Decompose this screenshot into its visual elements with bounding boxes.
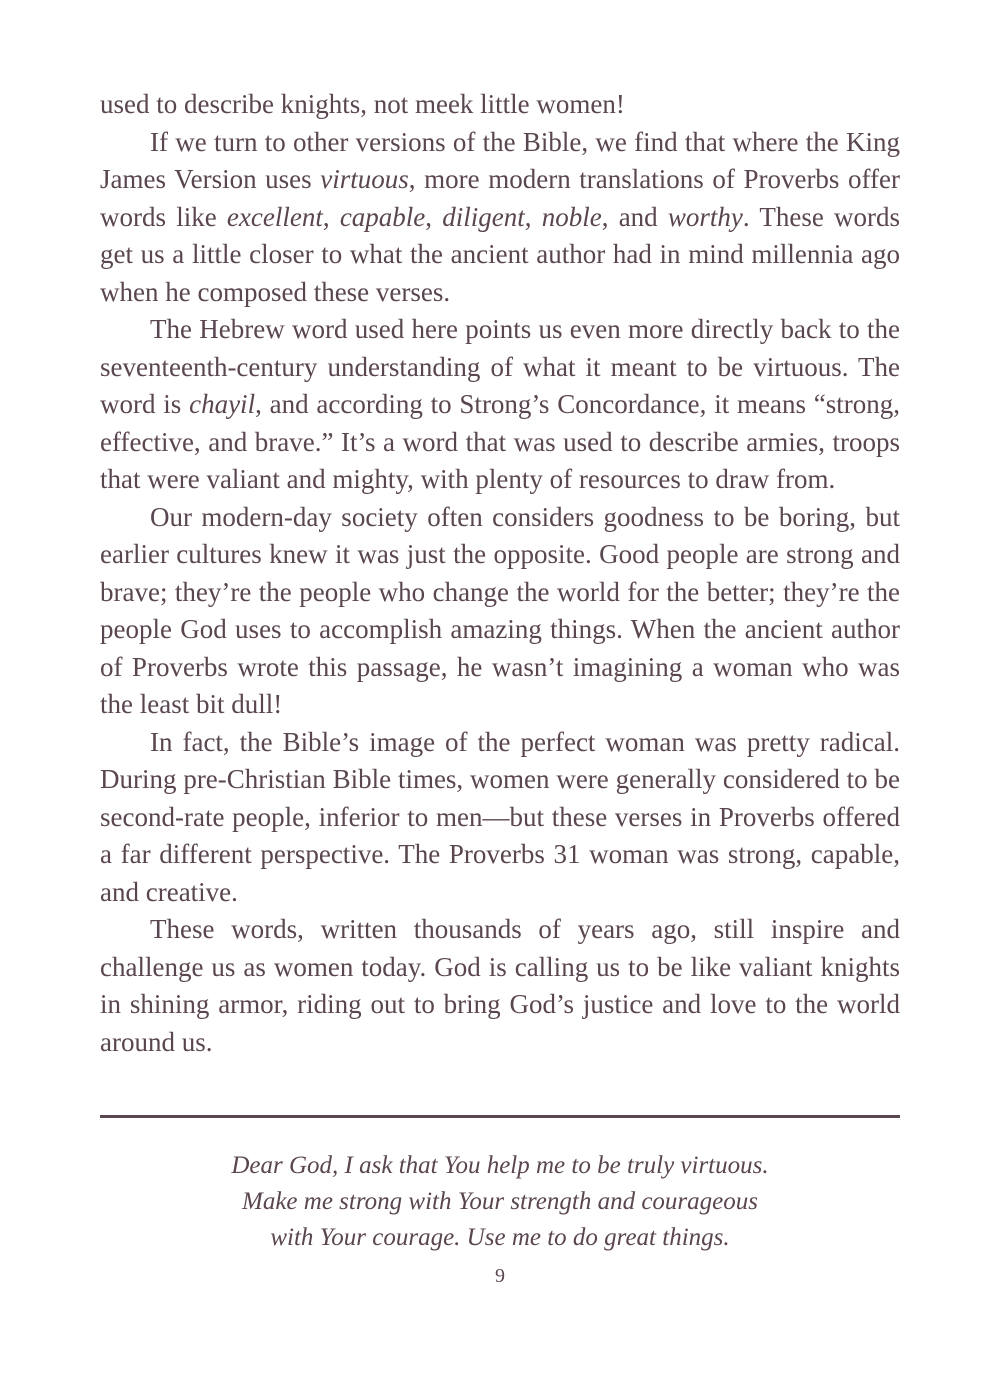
prayer-line-1: Dear God, I ask that You help me to be truly virtuous. <box>231 1152 769 1179</box>
emphasis-virtuous: virtuous <box>320 164 409 194</box>
emphasis-noble: noble <box>541 201 602 232</box>
paragraph-2-text-7: . These words get us a little closer to what the ancient author had in mind millennia ago when he composed these verses. <box>100 201 901 307</box>
paragraph-1: used to describe knights, not meek little women! <box>100 89 625 119</box>
paragraph-4: Our modern-day society often considers goodness to be boring, but earlier cultures knew it was just the opposite. Good people are strong and brave; they’re the people who change the world for the better; they’re the people God uses to accomplish amazing things. When the ancient author of Proverbs wrote this passage, he wasn’t imagining a woman who was the least bit dull! <box>100 501 900 719</box>
emphasis-excellent: excellent <box>226 201 323 232</box>
paragraph-2-text-3: , <box>322 201 340 232</box>
paragraph-2-text-6: , and <box>601 201 668 232</box>
paragraph-2-text-2: , more modern translations of Proverbs offer words like <box>100 164 901 232</box>
emphasis-diligent: diligent <box>442 201 525 232</box>
emphasis-worthy: worthy <box>667 201 743 232</box>
prayer-block <box>100 1148 900 1256</box>
paragraph-2-text-4: , <box>425 201 443 232</box>
paragraph-3 <box>100 311 900 499</box>
emphasis-capable: capable <box>339 201 426 232</box>
paragraph-2-text-1: If we turn to other versions of the Bible, we find that where the King James Version uses <box>100 126 900 194</box>
paragraph-3-text-1: The Hebrew word used here points us even more directly back to the seventeenth-century understanding of what it meant to be virtuous. The word is <box>100 314 900 419</box>
section-divider <box>100 1115 900 1118</box>
page-number: 9 <box>495 1265 505 1287</box>
emphasis-chayil: chayil <box>189 389 256 419</box>
prayer-line-2: Make me strong with Your strength and courageous <box>242 1188 758 1215</box>
prayer-line-3: with Your courage. Use me to do great things. <box>270 1224 730 1251</box>
paragraph-2 <box>100 124 900 312</box>
paragraph-2-text-5: , <box>524 201 542 232</box>
book-page-body <box>100 86 900 1061</box>
paragraph-5: In fact, the Bible’s image of the perfect woman was pretty radical. During pre-Christian Bible times, women were generally considered to be second-rate people, inferior to men—but these verses in Proverbs offered a far different perspective. The Proverbs 31 woman was strong, capable, and creative. <box>100 726 900 907</box>
paragraph-3-text-2: , and according to Strong’s Concordance, it means “strong, effective, and brave.” It’s a word that was used to describe armies, troops that were valiant and mighty, with plenty of resources to draw from. <box>100 389 900 494</box>
paragraph-6: These words, written thousands of years ago, still inspire and challenge us as women today. God is calling us to be like valiant knights in shining armor, riding out to bring God’s justice and love to the world around us. <box>100 914 900 1057</box>
